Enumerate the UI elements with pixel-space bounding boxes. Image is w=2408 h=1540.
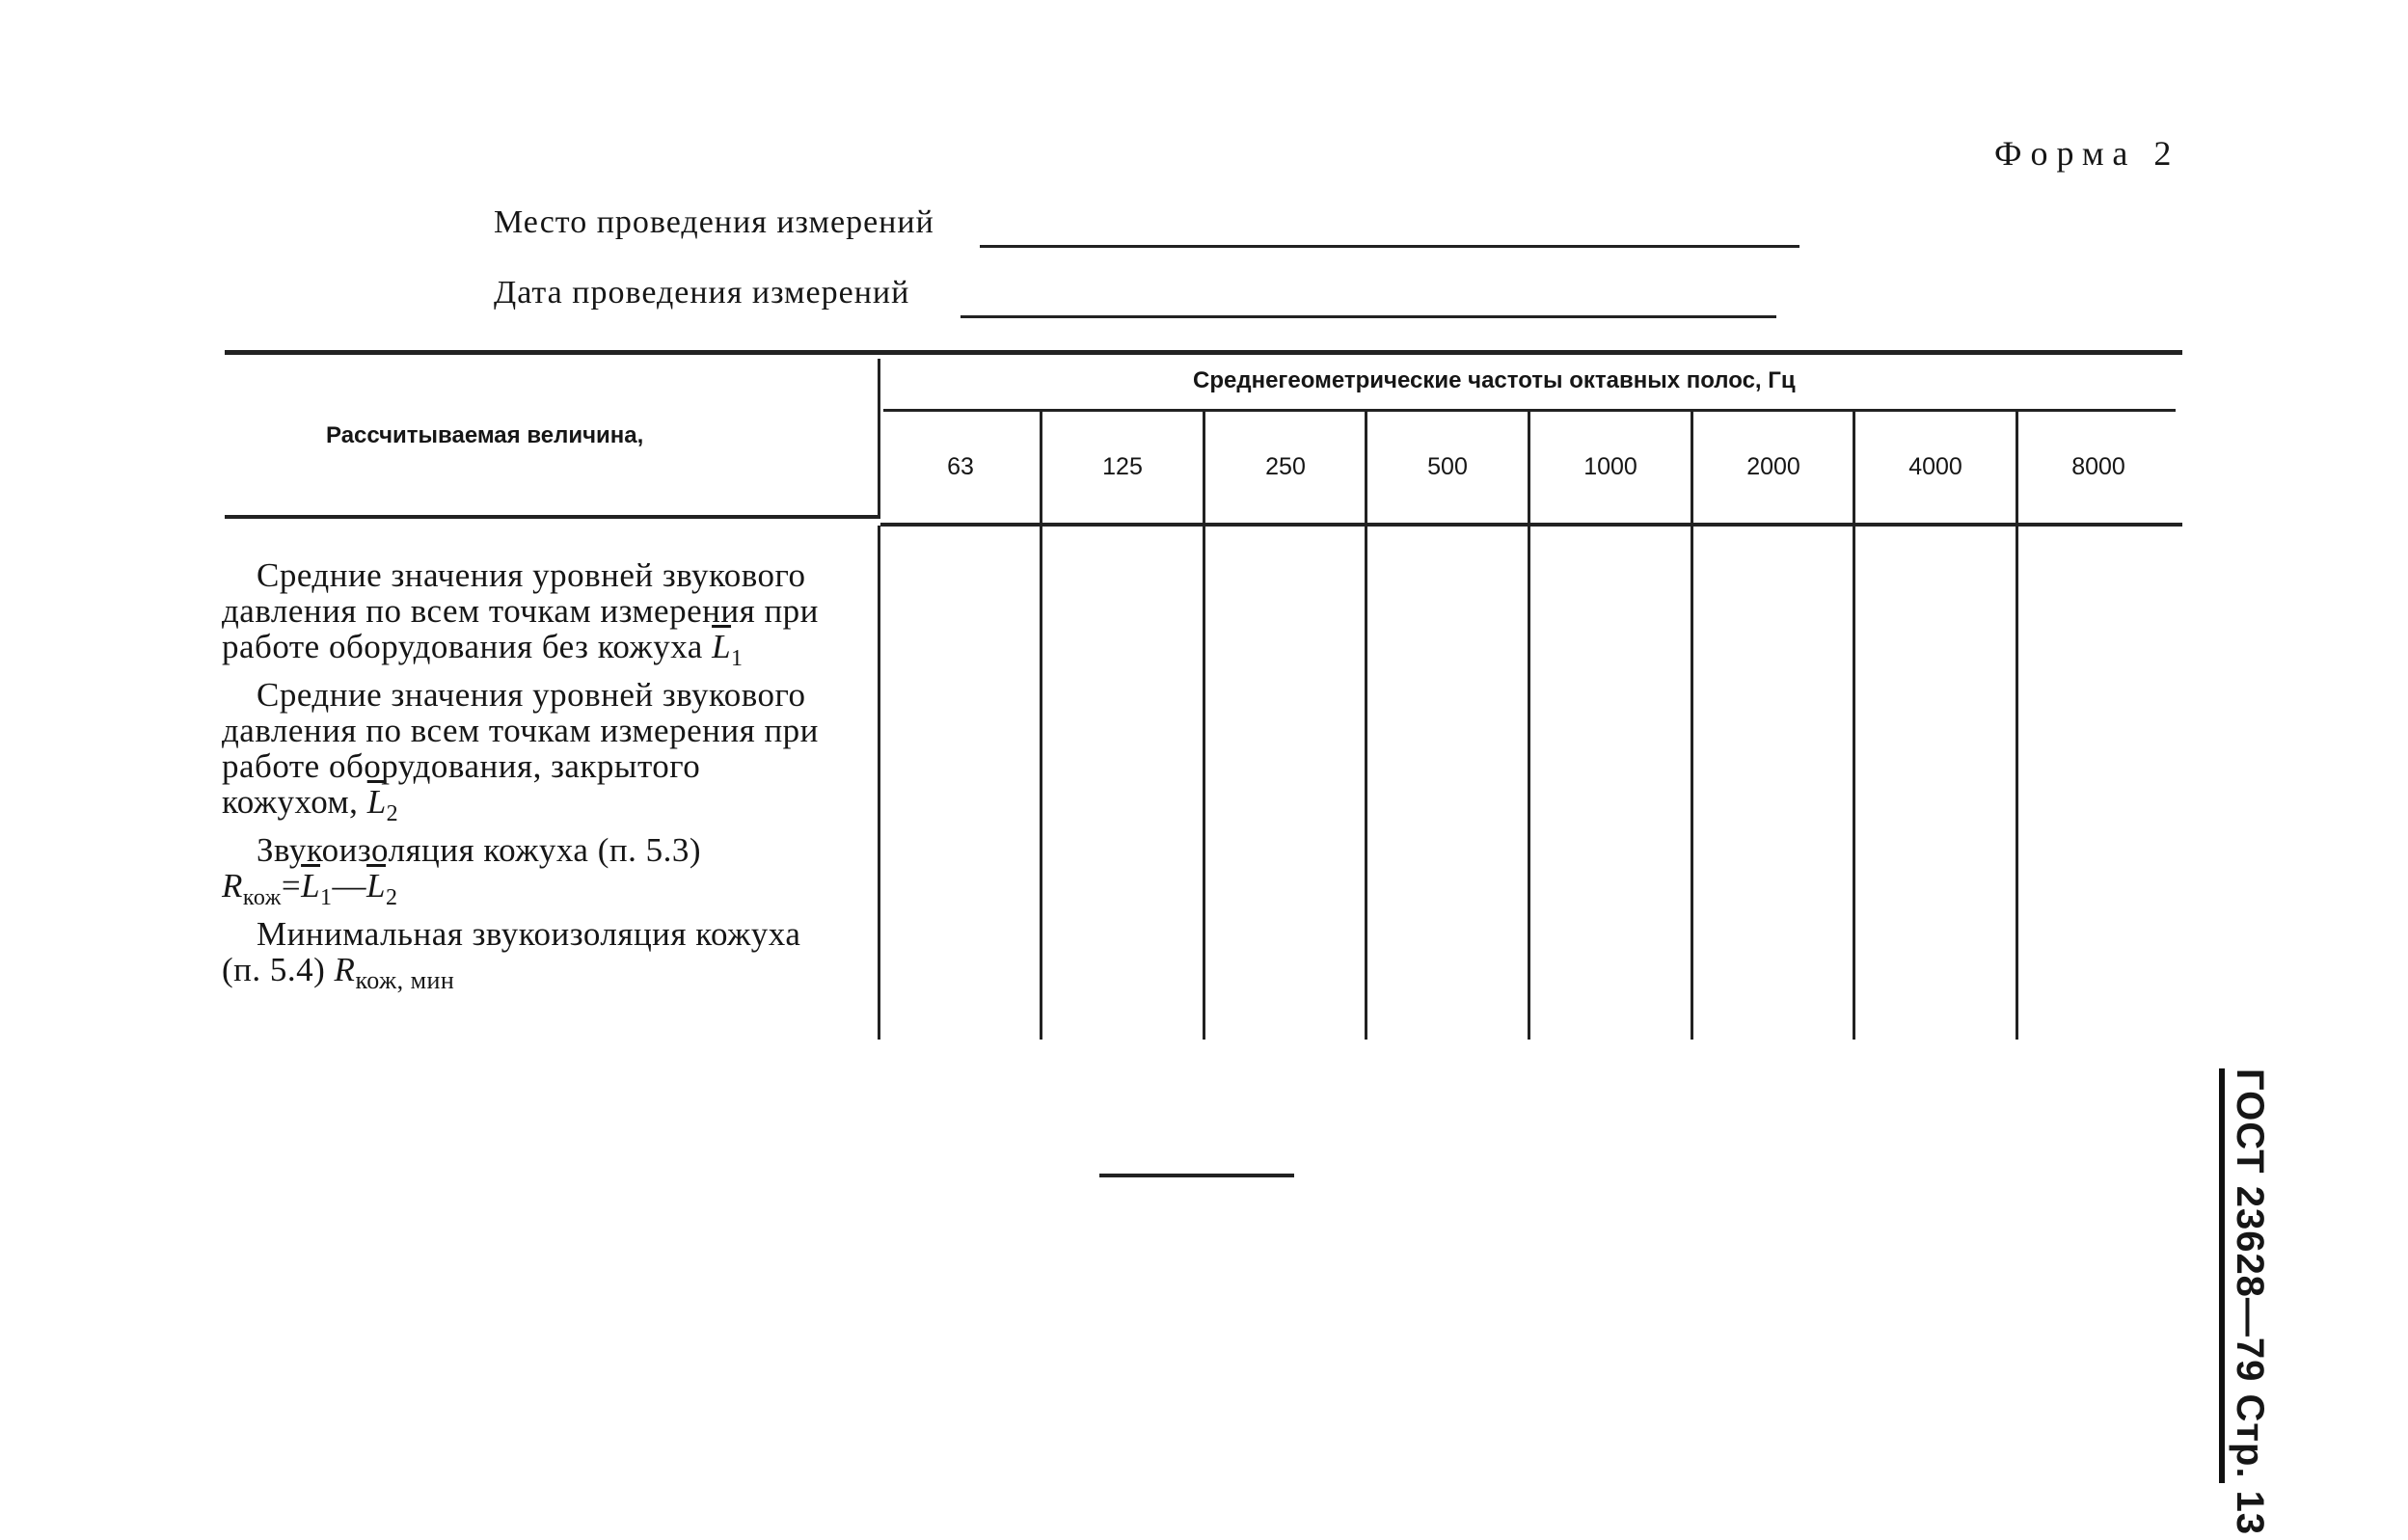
- row-rmin-text: Минимальная звукоизоляция кожуха (п. 5.4): [222, 915, 801, 988]
- row-r-l1-subscript: 1: [320, 885, 333, 910]
- row-r-dash: —: [332, 867, 367, 905]
- row-r-symbol: R: [222, 867, 243, 905]
- row-l1-text: Средние значения уровней звукового давления по всем точкам измерения при работе оборудования без кожуха: [222, 556, 819, 665]
- table-row-l1: [222, 557, 839, 677]
- row-l2-subscript: 2: [386, 801, 399, 826]
- frequency-header-63: 63: [947, 453, 974, 480]
- column-separator: [1203, 412, 1205, 1040]
- frequency-group-header: Среднегеометрические частоты октавных полос, Гц: [1193, 367, 1796, 393]
- row-r-l2: $\overline{L}$: [366, 867, 387, 905]
- row-l1-symbol: $\overline{L}$: [712, 628, 732, 665]
- frequency-header-500: 500: [1427, 453, 1468, 480]
- row-l2-symbol: $\overline{L}$: [366, 783, 387, 821]
- measurement-place-label: Место проведения измерений: [494, 204, 934, 240]
- frequency-header-250: 250: [1265, 453, 1306, 480]
- end-of-form-rule: [1099, 1174, 1294, 1177]
- column-separator: [1365, 412, 1367, 1040]
- frequency-header-8000: 8000: [2071, 453, 2125, 480]
- header-bottom-rule-left: [225, 515, 880, 519]
- row-r-text: Звукоизоляция кожуха (п. 5.3): [257, 831, 702, 869]
- column-separator: [1040, 412, 1042, 1040]
- form-number-label: Форма 2: [1994, 134, 2180, 173]
- measurement-date-field[interactable]: [960, 315, 1776, 318]
- measurement-place-row: [494, 204, 934, 241]
- frequency-header-4000: 4000: [1908, 453, 1962, 480]
- row-r-l2-subscript: 2: [386, 885, 398, 910]
- row-r-subscript: кож: [242, 885, 282, 910]
- row-header-cell: Рассчитываемая величина,: [326, 422, 644, 448]
- row-r-l1: $\overline{L}$: [301, 867, 321, 905]
- frequency-header-125: 125: [1102, 453, 1143, 480]
- column-separator: [2016, 412, 2018, 1040]
- frequency-header-1000: 1000: [1583, 453, 1637, 480]
- row-l2-text: Средние значения уровней звукового давления по всем точкам измерения при работе оборудования, закрытого кожухом,: [222, 676, 819, 821]
- header-bottom-rule-right: [880, 523, 2182, 527]
- measurement-date-label: Дата проведения измерений: [494, 275, 910, 311]
- first-column-separator-body: [878, 526, 880, 1040]
- table-top-rule: [225, 350, 2182, 355]
- column-separator: [1691, 412, 1693, 1040]
- side-caption-bar: [2219, 1068, 2225, 1483]
- table-row-descriptions: [222, 557, 839, 998]
- table-row-rmin: [222, 916, 839, 998]
- frequency-header-2000: 2000: [1746, 453, 1800, 480]
- measurement-date-row: [494, 275, 909, 311]
- row-l1-subscript: 1: [731, 646, 744, 671]
- table-row-l2: [222, 677, 839, 832]
- column-separator: [1853, 412, 1855, 1040]
- row-rmin-symbol: R: [334, 951, 356, 988]
- first-column-separator-header: [878, 359, 880, 518]
- row-r-equals: =: [281, 867, 302, 905]
- table-row-r: [222, 832, 839, 916]
- measurement-place-field[interactable]: [980, 245, 1799, 248]
- row-rmin-subscript: кож, мин: [355, 966, 455, 994]
- page-side-caption: ГОСТ 23628—79 Стр. 13: [2229, 1068, 2271, 1536]
- column-separator: [1528, 412, 1530, 1040]
